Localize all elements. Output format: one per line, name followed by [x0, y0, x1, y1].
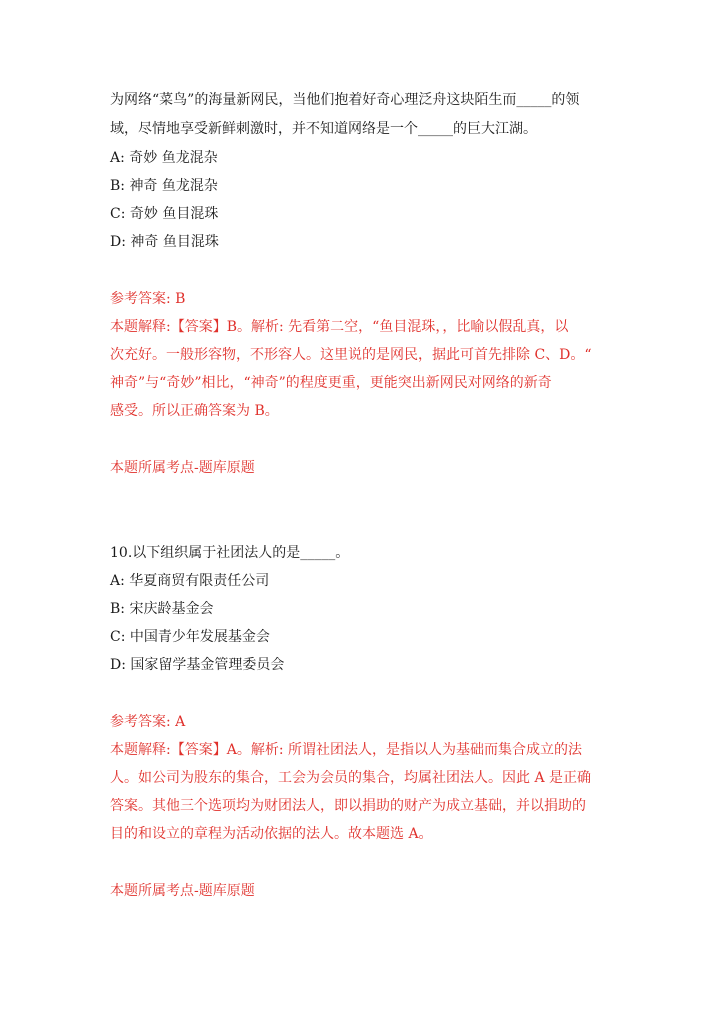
topic-label: 本题所属考点-题库原题: [110, 460, 255, 476]
option-d: D: 神奇 鱼目混珠: [110, 234, 219, 250]
explanation-line: 神奇”与“奇妙”相比，“神奇”的程度更重，更能突出新网民对网络的新奇: [110, 375, 552, 391]
question-stem-line: 为网络“菜鸟”的海量新网民，当他们抱着好奇心理泛舟这块陌生而_____的领: [110, 92, 580, 108]
question-stem: 10.以下组织属于社团法人的是_____。: [110, 545, 350, 561]
option-b: B: 宋庆龄基金会: [110, 601, 214, 617]
explanation-line: 人。如公司为股东的集合，工会为会员的集合，均属社团法人。因此 A 是正确: [110, 770, 592, 786]
option-a: A: 华夏商贸有限责任公司: [110, 573, 270, 589]
explanation-line: 感受。所以正确答案为 B。: [110, 403, 279, 419]
topic-label: 本题所属考点-题库原题: [110, 883, 255, 899]
explanation-line: 目的和设立的章程为活动依据的法人。故本题选 A。: [110, 826, 433, 842]
option-a: A: 奇妙 鱼龙混杂: [110, 150, 218, 166]
reference-answer: 参考答案: A: [110, 714, 186, 730]
explanation-line: 答案。其他三个选项均为财团法人，即以捐助的财产为成立基础，并以捐助的: [110, 798, 586, 814]
explanation-line: 本题解释:【答案】B。解析: 先看第二空，“鱼目混珠，，比喻以假乱真，以: [110, 319, 569, 335]
option-b: B: 神奇 鱼龙混杂: [110, 178, 218, 194]
option-c: C: 中国青少年发展基金会: [110, 629, 270, 645]
explanation-line: 本题解释:【答案】A。解析: 所谓社团法人，是指以人为基础而集合成立的法: [110, 742, 582, 758]
explanation-line: 次充好。一般形容物，不形容人。这里说的是网民，据此可首先排除 C、D。“: [110, 347, 592, 363]
reference-answer: 参考答案: B: [110, 291, 186, 307]
question-stem-line: 域，尽情地享受新鲜刺激时，并不知道网络是一个_____的巨大江湖。: [110, 121, 537, 137]
option-d: D: 国家留学基金管理委员会: [110, 657, 285, 673]
option-c: C: 奇妙 鱼目混珠: [110, 206, 219, 222]
